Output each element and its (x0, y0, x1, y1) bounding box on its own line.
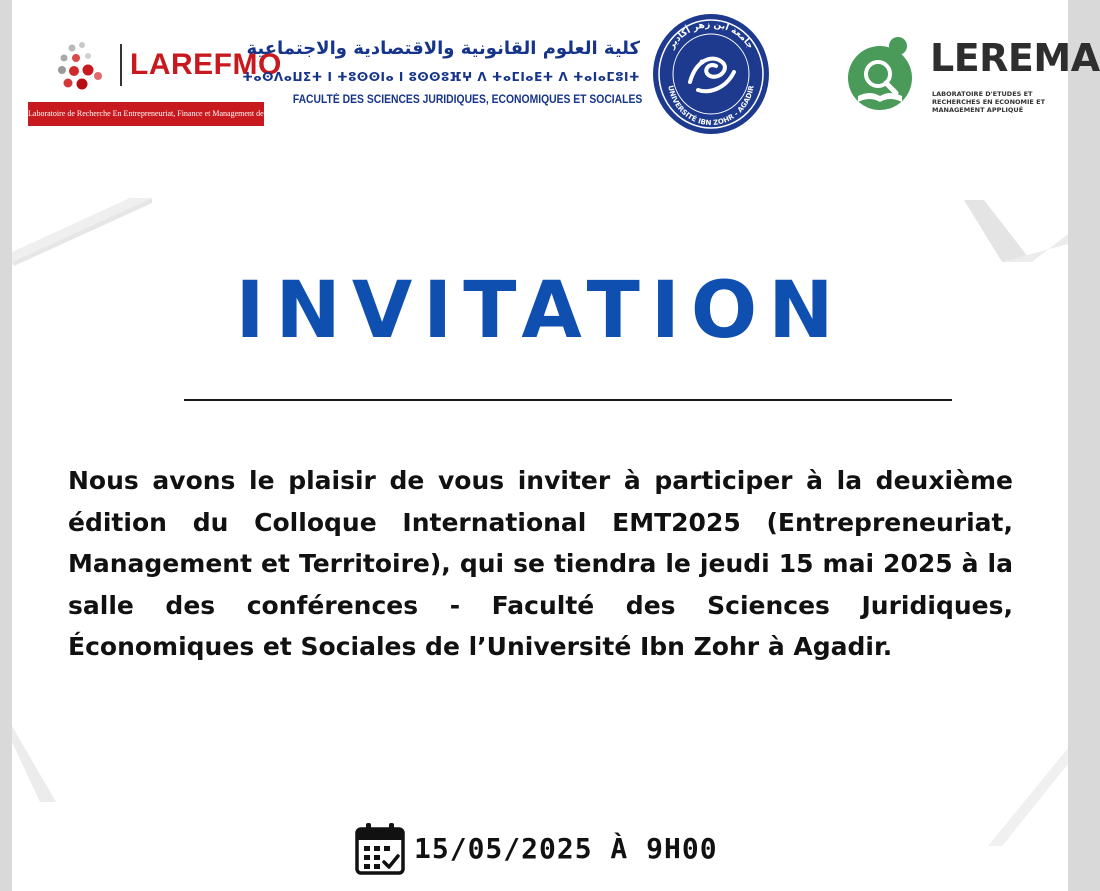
larefmo-dots-logo-icon (54, 38, 110, 94)
lerema-subtitle: LABORATOIRE D'ETUDES ET RECHERCHES EN ECONOMIE ET MANAGEMENT APPLIQUÉ (932, 90, 1046, 114)
event-date-time: 15/05/2025 À 9H00 (414, 831, 718, 865)
seal-ring-latin: UNIVERSITÉ IBN ZOHR - AGADIR (666, 84, 756, 128)
faculty-logo (242, 30, 652, 120)
lerema-logo (834, 24, 1100, 128)
larefmo-name: LAREFMO (130, 48, 282, 81)
lerema-name: LEREMA (930, 36, 1100, 80)
faculty-name-tifinagh: ⵜⴰⵙⴷⴰⵡⵉⵜ ⵏ ⵜⵓⵙⵙⵏⴰ ⵏ ⵓⵙⵙⵓⴼⵖ ⴷ ⵜⴰⵎⵏⴰⴹⵜ ⴷ ⵜⴰⵏⴰⵎⵓⵏⵜ (242, 70, 640, 84)
magnifier-book-icon (844, 30, 924, 126)
university-seal-icon (650, 10, 772, 138)
event-date-row (354, 818, 718, 878)
invitation-title: INVITATION (235, 266, 845, 356)
larefmo-tagline: Laboratoire de Recherche En Entrepreneuriat, Finance et Management des Organisations (28, 102, 264, 126)
invitation-sheet (12, 0, 1100, 891)
larefmo-divider (120, 44, 122, 86)
paper-fold-decoration (12, 0, 1068, 891)
invitation-body: Nous avons le plaisir de vous inviter à participer à la deuxième édition du Colloque International EMT2025 (Entrepreneuriat, Management et Territoire), qui se tiendra le jeudi 15 mai 2025 à la salle des conférences - Faculté des Sciences Juridiques, Économiques et Sociales de l’Université Ibn Zohr à Agadir. (68, 466, 1013, 661)
faculty-name-arabic: كلية العلوم القانونية والاقتصادية والاجتماعية (246, 38, 640, 59)
seal-ring-arabic: جامعة ابن زهر أكادير (666, 19, 756, 51)
larefmo-logo (28, 24, 314, 128)
title-divider (184, 399, 952, 401)
faculty-name-french: FACULTÉ DES SCIENCES JURIDIQUES, ECONOMIQUES ET SOCIALES (292, 94, 642, 106)
calendar-icon (354, 820, 406, 876)
